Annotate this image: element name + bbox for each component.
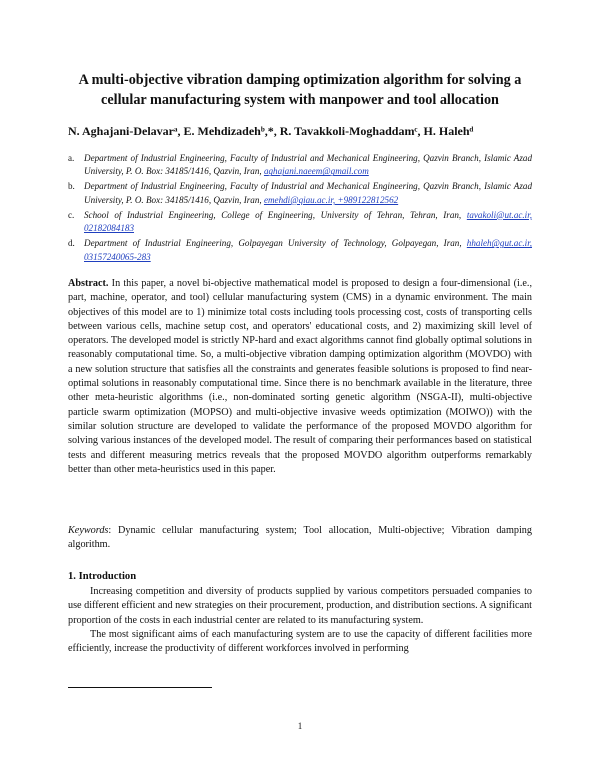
abstract	[68, 277, 532, 477]
affiliation-text: School of Industrial Engineering, College of Engineering, University of Tehran, Tehran, Iran,	[84, 209, 462, 220]
affiliation-letter: d.	[68, 238, 75, 249]
paper-title: A multi-objective vibration damping optimization algorithm for solving a cellular manufacturing system with manpower and tool allocation	[78, 72, 522, 108]
paragraph: The most significant aims of each manufacturing system are to use the capacity of different facilities more efficiently, increase the productivity of different workforces involved in performing	[68, 628, 532, 655]
keywords-text: : Dynamic cellular manufacturing system; Tool allocation, Multi-objective; Vibration damping algorithm.	[68, 525, 532, 551]
keywords-label: Keywords	[68, 525, 109, 536]
keywords	[68, 524, 532, 553]
introduction-body	[68, 585, 532, 656]
affiliation-a	[68, 152, 532, 179]
affiliation-email-link[interactable]: tavakoli@ut.ac.ir, 02182084183	[84, 209, 533, 234]
affiliation-email-link[interactable]: emehdi@qiau.ac.ir, +989122812562	[263, 194, 399, 205]
affiliation-c	[68, 209, 532, 236]
abstract-label: Abstract.	[68, 278, 109, 289]
affiliation-email-link[interactable]: aghajani.naeem@gmail.com	[263, 166, 369, 177]
affiliation-text: Department of Industrial Engineering, Faculty of Industrial and Mechanical Engineering, Qazvin Branch, Islamic Azad University, P. O. Box: 34185/1416, Qazvin, Iran,	[84, 153, 532, 177]
affiliation-text: Department of Industrial Engineering, Golpayegan University of Technology, Golpayegan, Iran,	[84, 238, 462, 249]
affiliation-letter: c.	[68, 209, 75, 220]
affiliation-email-link[interactable]: hhaleh@gut.ac.ir, 03157240065-283	[84, 238, 532, 262]
paragraph: Increasing competition and diversity of products supplied by various competitors persuaded companies to use different efficient and new strategies on their procurement, production, and distribution sections. A significant proportion of the costs in each industrial center are related to its manufacturing system.	[68, 586, 532, 626]
footnote-separator	[68, 687, 212, 688]
affiliation-list	[68, 152, 532, 266]
affiliation-b	[68, 180, 532, 207]
section-heading: 1. Introduction	[68, 571, 137, 582]
affiliation-letter: b.	[68, 181, 75, 192]
abstract-text: In this paper, a novel bi-objective mathematical model is proposed to design a four-dimensional (i.e., part, machine, operator, and tool) cellular manufacturing system (CMS) in a dynamic environment. The main objectives of this model are to 1) minimize total costs including tools processing cost, costs of transporting cells between various cells, machine setup cost, and operators' educational costs, and 2) maximizing skill level of operators. The developed model is strictly NP-hard and exact algorithms cannot find globally optimal solutions in reasonably computational time. So, a multi-objective vibration damping optimization algorithm (MOVDO) with a new solution structure that satisfies all the constraints and generates feasible solutions is proposed to find near-optimal solutions in reasonably computational time. Since there is no benchmark available in the literature, three other meta-heuristic algorithms (i.e., non-dominated sorting genetic algorithm (NSGA-II), multi-objective particle swarm optimization (MOPSO) and multi-objective invasive weeds optimization (MOIWO)) with the similar solution structure are developed to validate the performance of the proposed MOVDO algorithm for solving various instances of the developed model. The result of comparing their performances based on statistical tests and different measuring metrics reveals that the proposed MOVDO algorithm outperforms remarkably better than other meta-heuristics used in this paper.	[68, 278, 532, 475]
affiliation-text: Department of Industrial Engineering, Faculty of Industrial and Mechanical Engineering, Qazvin Branch, Islamic Azad University, P. O. Box: 34185/1416, Qazvin, Iran,	[84, 181, 532, 205]
affiliation-d	[68, 237, 532, 264]
page-number: 1	[297, 721, 303, 731]
author-list: N. Aghajani-Delavarᵃ, E. Mehdizadehᵇ,*, R. Tavakkoli-Moghaddamᶜ, H. Halehᵈ	[68, 124, 474, 138]
affiliation-letter: a.	[68, 153, 75, 163]
